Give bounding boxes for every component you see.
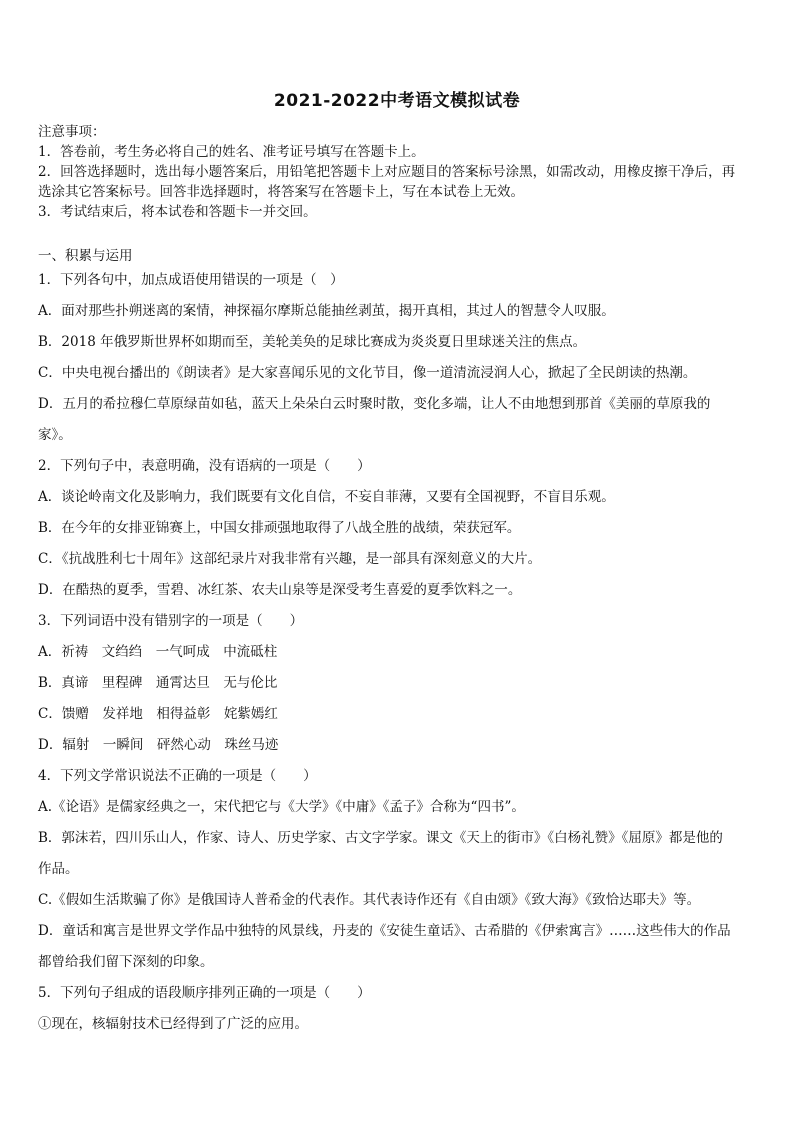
question-1-option-a: A．面对那些扑朔迷离的案情，神探福尔摩斯总能抽丝剥茧，揭开真相，其过人的智慧令人叹服。 [38,303,615,319]
question-2-stem: 2．下列句子中，表意明确，没有语病的一项是（ ） [38,458,371,474]
question-3-option-b: B．真谛 里程碑 通霄达旦 无与伦比 [38,675,278,691]
question-4-option-b: B．郭沫若，四川乐山人，作家、诗人、历史学家、古文字学家。课文《天上的街市》《白杨礼赞》《屈原》都是他的 [38,830,723,846]
question-2-option-b: B．在今年的女排亚锦赛上，中国女排顽强地取得了八战全胜的战绩，荣获冠军。 [38,520,521,536]
question-4-option-d-continued: 都曾给我们留下深刻的印象。 [38,954,214,970]
question-3-option-a: A．祈祷 文绉绉 一气呵成 中流砥柱 [38,644,278,660]
question-3-option-d: D．辐射 一瞬间 砰然心动 珠丝马迹 [38,737,279,753]
question-5-stem: 5．下列句子组成的语段顺序排列正确的一项是（ ） [38,985,371,1001]
question-1-option-d-continued: 家》。 [38,427,72,443]
question-5-sentence-1: ①现在，核辐射技术已经得到了广泛的应用。 [38,1016,308,1032]
notice-heading: 注意事项： [38,124,106,140]
notice-item: 1．答卷前，考生务必将自己的姓名、准考证号填写在答题卡上。 [38,144,425,160]
notice-item: 选涂其它答案标号。回答非选择题时，将答案写在答题卡上，写在本试卷上无效。 [38,184,524,200]
question-3-option-c: C．馈赠 发祥地 相得益彰 姹紫嫣红 [38,706,278,722]
question-1-option-c: C．中央电视台播出的《朗读者》是大家喜闻乐见的文化节目，像一道清流浸润人心，掀起了全民朗读的热潮。 [38,365,697,381]
question-3-stem: 3．下列词语中没有错别字的一项是（ ） [38,613,304,629]
question-4-stem: 4．下列文学常识说法不正确的一项是（ ） [38,768,317,784]
question-4-option-d: D．童话和寓言是世界文学作品中独特的风景线，丹麦的《安徒生童话》、古希腊的《伊索寓言》……这些伟大的作品 [38,923,731,939]
question-1-option-b: B．2018 年俄罗斯世界杯如期而至，美轮美奂的足球比赛成为炎炎夏日里球迷关注的焦点。 [38,334,587,350]
question-1-option-d: D．五月的希拉穆仁草原绿苗如毡，蓝天上朵朵白云时聚时散，变化多端，让人不由地想到那首《美丽的草原我的 [38,396,711,412]
section-heading: 一、积累与运用 [38,248,133,264]
notice-item: 3．考试结束后，将本试卷和答题卡一并交回。 [38,204,317,220]
question-2-option-c: C．《抗战胜利七十周年》这部纪录片对我非常有兴趣，是一部具有深刻意义的大片。 [38,551,542,567]
question-2-option-d: D．在酷热的夏季，雪碧、冰红茶、农夫山泉等是深受考生喜爱的夏季饮料之一。 [38,582,522,598]
question-2-option-a: A．谈论岭南文化及影响力，我们既要有文化自信，不妄自菲薄，又要有全国视野，不盲目乐观。 [38,489,615,505]
question-4-option-b-continued: 作品。 [38,861,79,877]
notice-item: 2．回答选择题时，选出每小题答案后，用铅笔把答题卡上对应题目的答案标号涂黑，如需改动，用橡皮擦干净后，再 [38,164,736,180]
question-4-option-c: C.《假如生活欺骗了你》是俄国诗人普希金的代表作。其代表诗作还有《自由颂》《致大海》《致恰达耶夫》等。 [38,892,701,908]
question-1-stem: 1．下列各句中，加点成语使用错误的一项是（ ） [38,272,344,288]
page-title: 2021-2022中考语文模拟试卷 [273,91,521,111]
question-4-option-a: A.《论语》是儒家经典之一，宋代把它与《大学》《中庸》《孟子》合称为“四书”。 [38,799,525,815]
